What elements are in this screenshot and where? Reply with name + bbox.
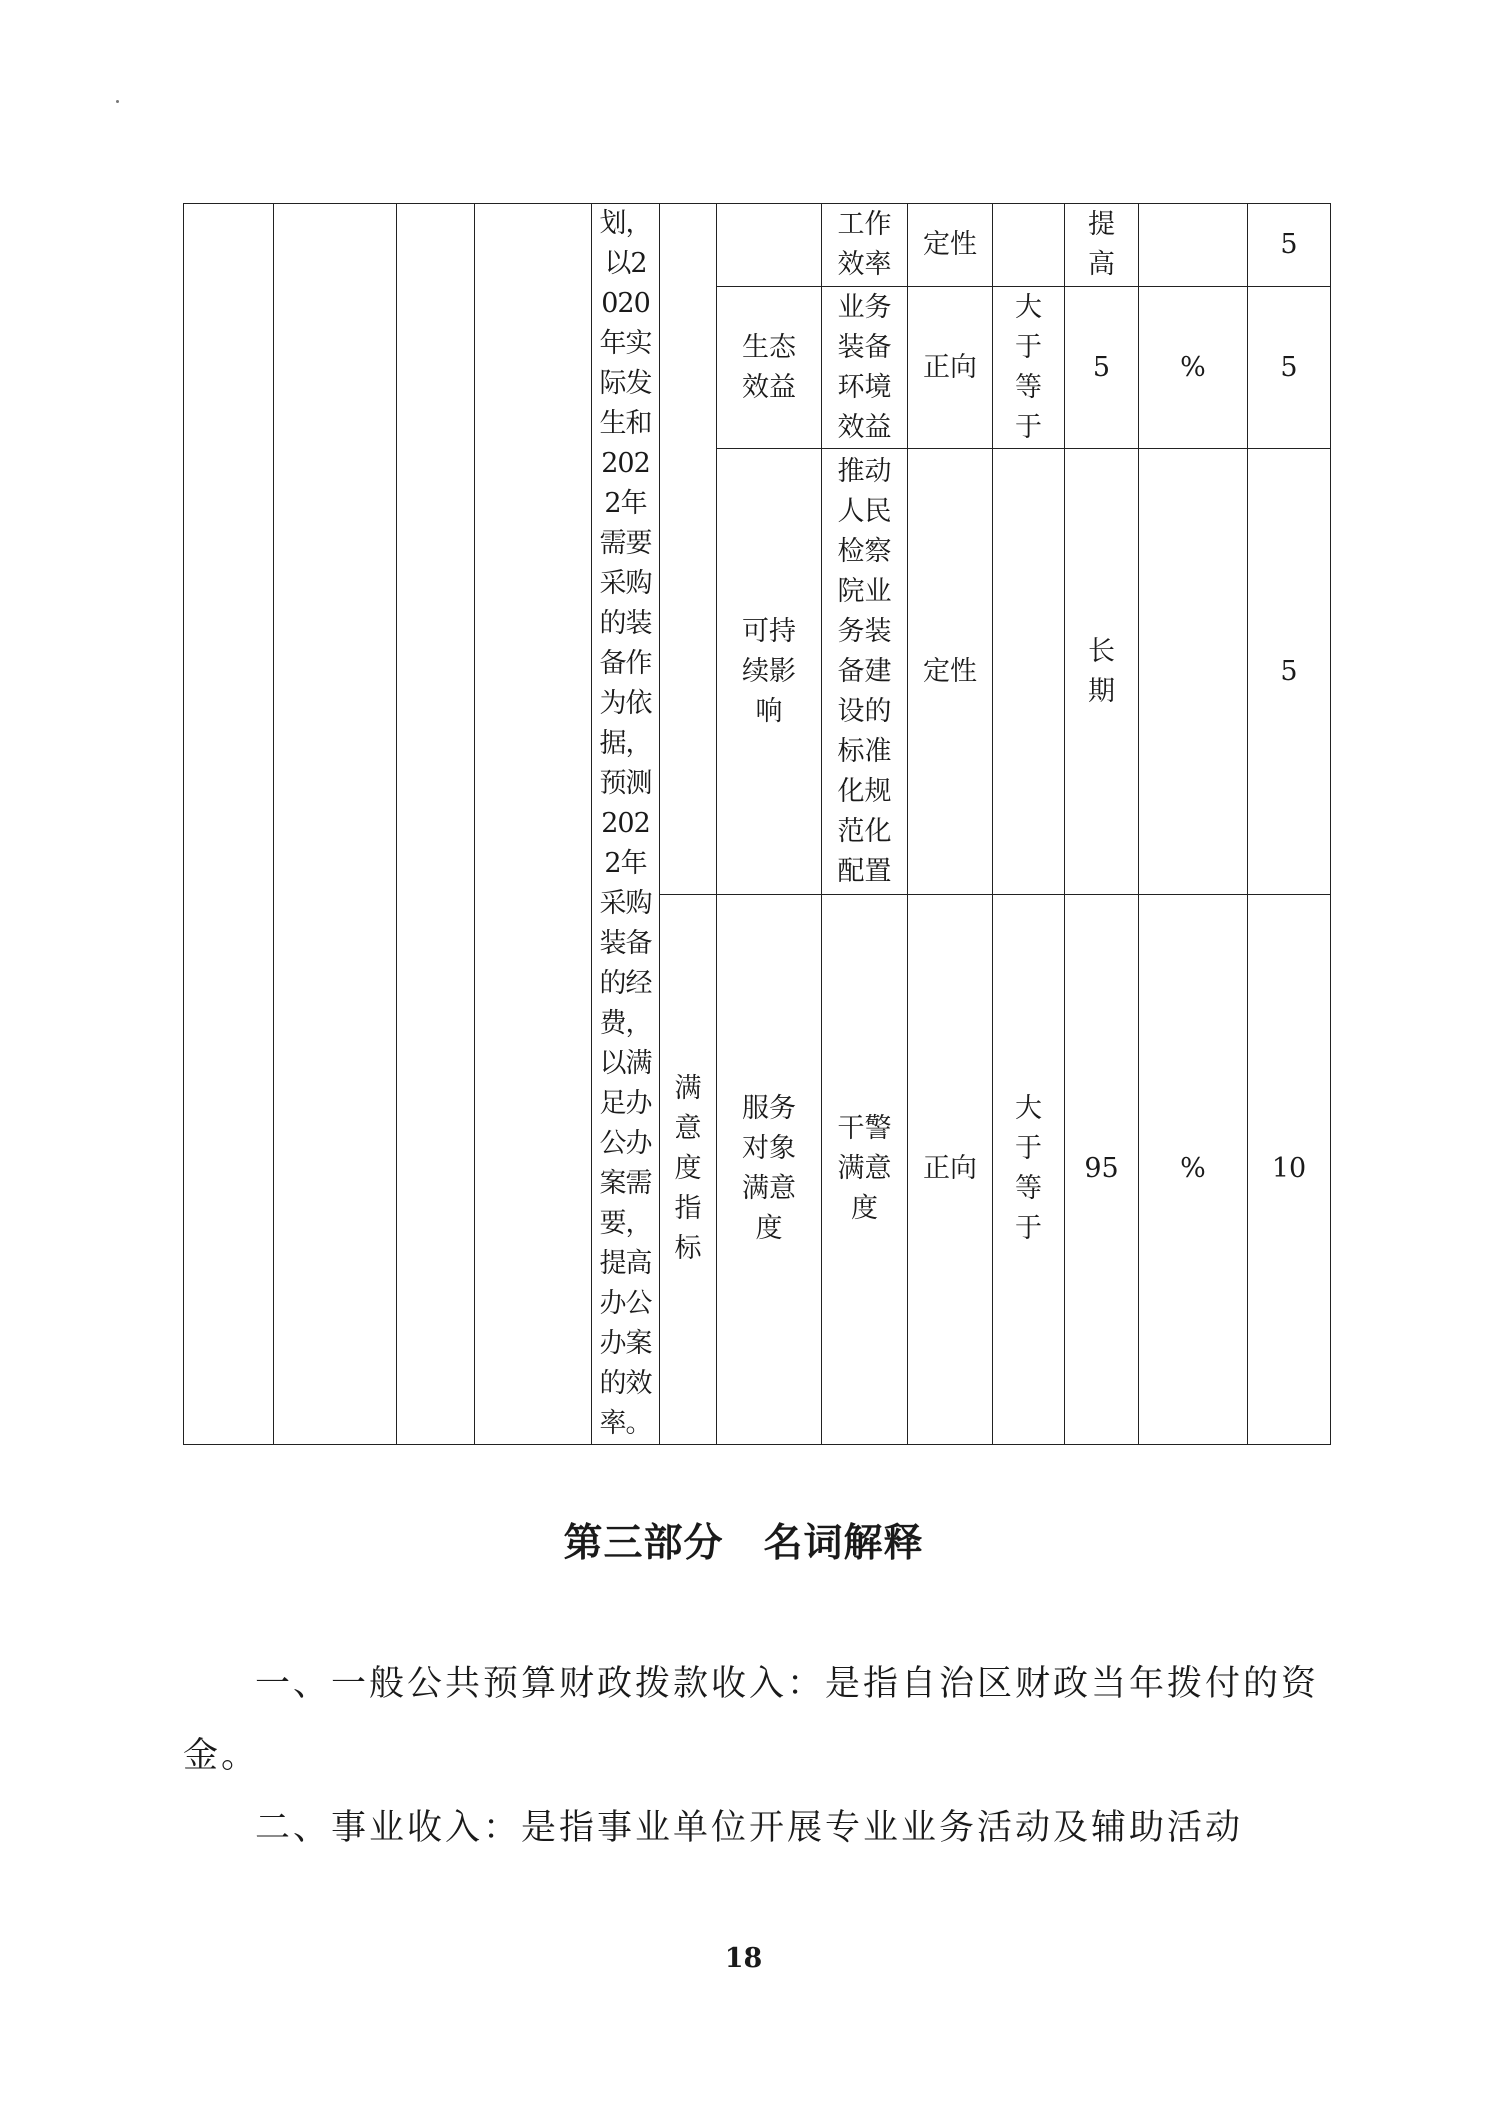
indicator-cell: 工作效率 — [822, 204, 908, 287]
page-number: 18 — [724, 1943, 763, 1974]
score-cell: 5 — [1248, 286, 1331, 449]
table-row — [184, 204, 1331, 287]
target-cell: 提高 — [1065, 204, 1139, 287]
subcategory-cell: 生态效益 — [717, 286, 822, 449]
unit-cell: % — [1139, 894, 1248, 1444]
category-cell — [660, 204, 717, 895]
blank-cell — [274, 204, 397, 1445]
indicator-cell: 干警满意度 — [822, 894, 908, 1444]
nature-cell: 定性 — [908, 449, 993, 894]
blank-cell — [184, 204, 274, 1445]
unit-cell — [1139, 204, 1248, 287]
scan-speck — [116, 100, 119, 103]
blank-cell — [397, 204, 475, 1445]
indicator-cell: 业务装备环境效益 — [822, 286, 908, 449]
subcategory-cell: 可持续影响 — [717, 449, 822, 894]
category-cell: 满意度指标 — [660, 894, 717, 1444]
indicator-cell: 推动人民检察院业务装备建设的标准化规范化配置 — [822, 449, 908, 894]
paragraph-general-budget-income: 一、一般公共预算财政拨款收入：是指自治区财政当年拨付的资金。 — [183, 1664, 1320, 1776]
section-heading: 第三部分 名词解释 — [563, 1521, 924, 1566]
score-cell: 5 — [1248, 449, 1331, 894]
score-cell: 10 — [1248, 894, 1331, 1444]
target-cell: 95 — [1065, 894, 1139, 1444]
subcategory-cell: 服务对象满意度 — [717, 894, 822, 1444]
nature-cell: 定性 — [908, 204, 993, 287]
unit-cell: % — [1139, 286, 1248, 449]
operator-cell — [993, 204, 1065, 287]
nature-cell: 正向 — [908, 894, 993, 1444]
unit-cell — [1139, 449, 1248, 894]
target-cell: 长期 — [1065, 449, 1139, 894]
paragraph-business-income: 二、事业收入：是指事业单位开展专业业务活动及辅助活动 — [255, 1808, 1244, 1848]
target-cell: 5 — [1065, 286, 1139, 449]
blank-cell — [475, 204, 592, 1445]
operator-cell: 大于等于 — [993, 286, 1065, 449]
operator-cell — [993, 449, 1065, 894]
performance-target-description: 划，以2020年实际发生和2022年需要采购的装备作为依据，预测2022年采购装备的经费，以满足办公办案需要，提高办公办案的效率。 — [592, 204, 660, 1445]
subcategory-cell — [717, 204, 822, 287]
performance-indicator-table — [183, 203, 1331, 1445]
score-cell: 5 — [1248, 204, 1331, 287]
nature-cell: 正向 — [908, 286, 993, 449]
operator-cell: 大于等于 — [993, 894, 1065, 1444]
